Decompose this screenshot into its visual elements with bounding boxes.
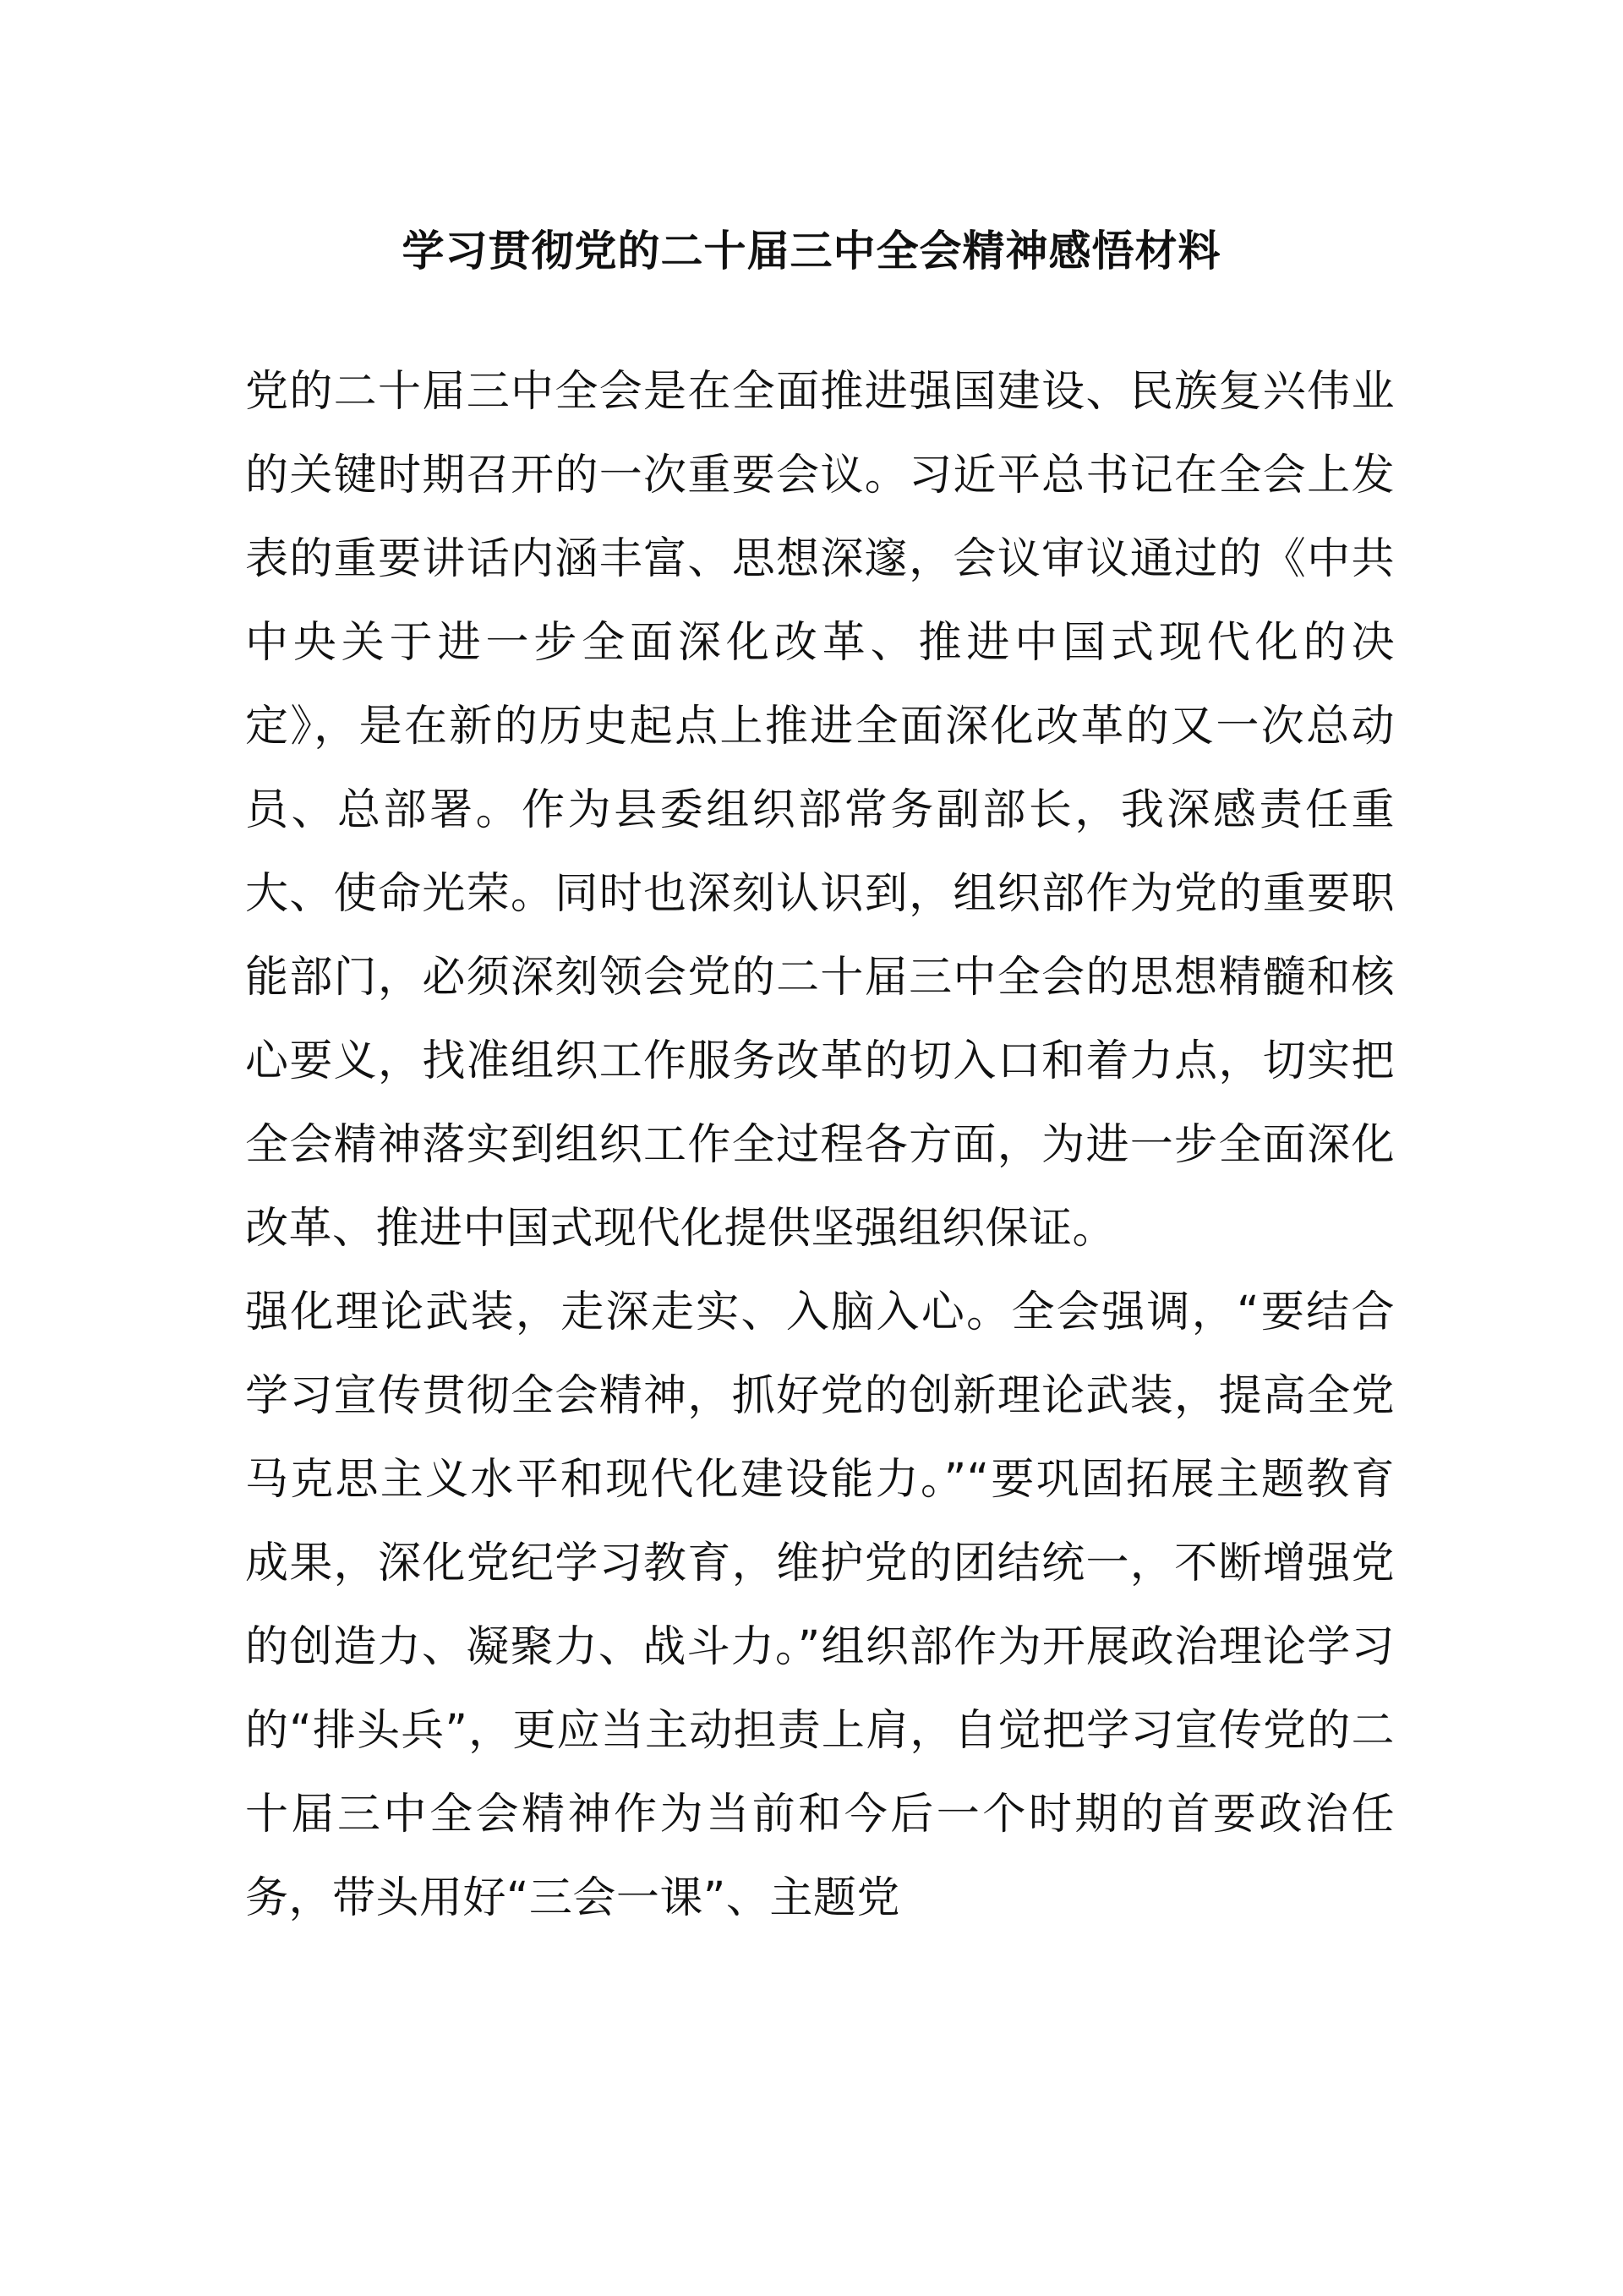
document-body <box>245 350 1395 1940</box>
paragraph-intro: 党的二十届三中全会是在全面推进强国建设、民族复兴伟业的关键时期召开的一次重要会议。习近平总书记在全会上发表的重要讲话内涵丰富、思想深邃，会议审议通过的《中共中央关于进一步全面深化改革、推进中国式现代化的决定》，是在新的历史起点上推进全面深化改革的又一次总动员、总部署。作为县委组织部常务副部长，我深感责任重大、使命光荣。同时也深刻认识到，组织部作为党的重要职能部门，必须深刻领会党的二十届三中全会的思想精髓和核心要义，找准组织工作服务改革的切入口和着力点，切实把全会精神落实到组织工作全过程各方面，为进一步全面深化改革、推进中国式现代化提供坚强组织保证。 <box>245 367 1395 1254</box>
document-title: 学习贯彻党的二十届三中全会精神感悟材料 <box>402 227 1221 276</box>
paragraph-theory-arming: 强化理论武装，走深走实、入脑入心。全会强调，“要结合学习宣传贯彻全会精神，抓好党的创新理论武装，提高全党马克思主义水平和现代化建设能力。”“要巩固拓展主题教育成果，深化党纪学习教育，维护党的团结统一，不断增强党的创造力、凝聚力、战斗力。”组织部作为开展政治理论学习的“排头兵”，更应当主动担责上肩，自觉把学习宣传党的二十届三中全会精神作为当前和今后一个时期的首要政治任务，带头用好“三会一课”、主题党 <box>245 1287 1395 1923</box>
